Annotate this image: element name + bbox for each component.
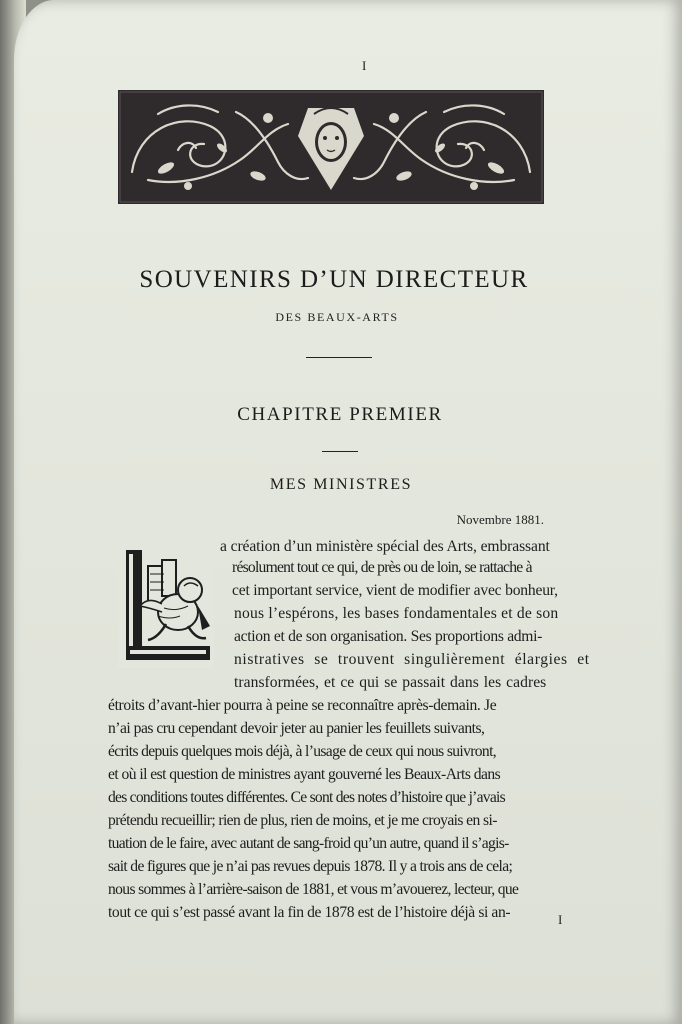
bottom-page-number: I — [558, 912, 563, 927]
body-line: nous l’espérons, les bases fondamentales et de son — [234, 605, 559, 622]
body-line: nistratives se trouvent singulièrement élargies et — [234, 651, 590, 668]
book-subtitle: DES BEAUX-ARTS — [275, 310, 399, 324]
chapter-heading: CHAPITRE PREMIER — [237, 404, 443, 425]
body-line: nous sommes à l’arrière-saison de 1881, et vous m’avouerez, lecteur, que — [108, 881, 519, 898]
body-line: écrits depuis quelques mois déjà, à l’usage de ceux qui nous suivront, — [108, 743, 496, 760]
body-line: n’ai pas cru cependant devoir jeter au panier les feuillets suivants, — [108, 720, 485, 737]
body-line: transformées, et ce qui se passait dans les cadres — [234, 674, 547, 691]
top-page-number: I — [362, 58, 367, 73]
book-title: SOUVENIRS D’UN DIRECTEUR — [139, 266, 529, 293]
illustrated-drop-cap-l — [118, 546, 214, 668]
body-line: sait de figures que je n’ai pas revues depuis 1878. Il y a trois ans de cela; — [108, 858, 513, 875]
body-line: action et de son organisation. Ses proportions admi- — [234, 628, 543, 645]
date-line: Novembre 1881. — [456, 512, 544, 527]
body-line: a création d’un ministère spécial des Arts, embrassant — [220, 538, 550, 555]
body-line: tout ce qui s’est passé avant la fin de 1878 est de l’histoire déjà si an- — [108, 904, 511, 921]
body-line: résolument tout ce qui, de près ou de loin, se rattache à — [232, 559, 532, 576]
body-line: et où il est question de ministres ayant gouverné les Beaux-Arts dans — [108, 766, 501, 783]
body-line: prétendu recueillir; rien de plus, rien de moins, et je me croyais en si- — [108, 812, 497, 829]
body-line: tuation de le faire, avec autant de sang-froid qu’un autre, quand il s’agis- — [108, 835, 509, 852]
body-line: des conditions toutes différentes. Ce sont des notes d’histoire que j’avais — [108, 789, 505, 806]
body-line: étroits d’avant-hier pourra à peine se reconnaître après-demain. Je — [108, 697, 497, 714]
section-heading: MES MINISTRES — [269, 476, 413, 493]
engraver-signature: ~~~~ — [146, 197, 157, 202]
ornamental-header-band — [118, 90, 544, 204]
chapter-divider — [322, 451, 358, 452]
body-line: cet important service, vient de modifier avec bonheur, — [232, 582, 558, 599]
title-divider — [306, 357, 372, 358]
